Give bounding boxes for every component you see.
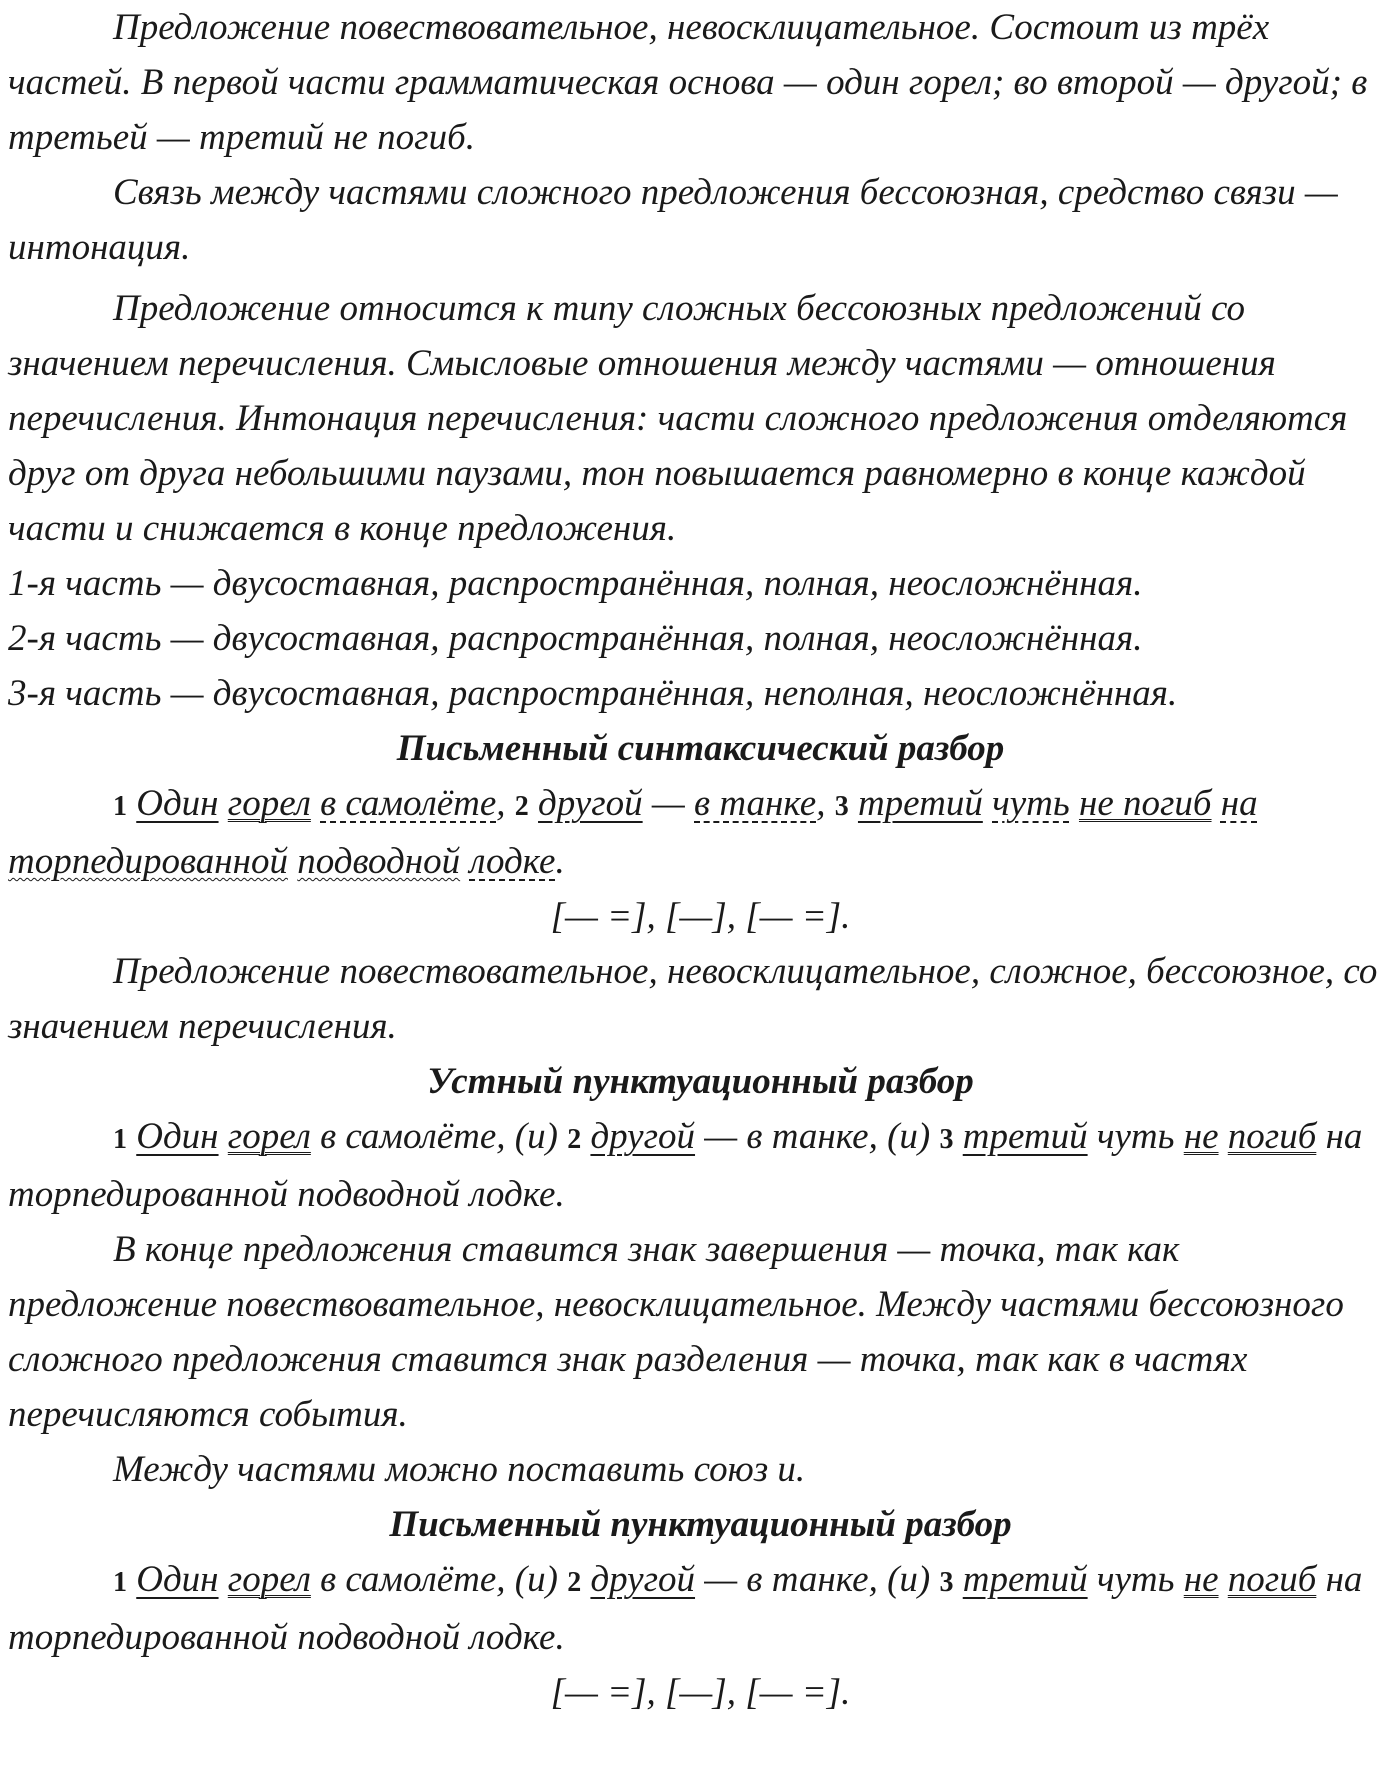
predicate-word: горел bbox=[227, 1116, 311, 1157]
sentence-characteristics: Предложение повествовательное, невосклицательное, сложное, бессоюзное, со значением перечисления. bbox=[8, 951, 1378, 1047]
subject-word: другой bbox=[538, 783, 643, 824]
part-2-description: 2-я часть — двусоставная, распространённая, полная, неосложнённая. bbox=[8, 618, 1143, 659]
oral-punctuation-sentence bbox=[8, 1109, 1393, 1222]
part-number: 1 bbox=[113, 1567, 127, 1598]
predicate-word: горел bbox=[227, 1559, 311, 1600]
sentence-text: чуть bbox=[1087, 1559, 1184, 1600]
part-number: 3 bbox=[939, 1124, 954, 1155]
sentence-scheme: [— =], [—], [— =]. bbox=[550, 896, 851, 937]
sentence-text: в самолёте, (и) bbox=[310, 1116, 568, 1157]
part-3-description: 3-я часть — двусоставная, распространённая, неполная, неосложнённая. bbox=[8, 673, 1178, 714]
punctuation: , bbox=[496, 783, 506, 824]
punctuation-explanation: В конце предложения ставится знак завершения — точка, так как предложение повествовательное, невосклицательное. Между частями бессоюзного сложного предложения ставится знак разделения — точка, так как в частях перечисляются события. bbox=[8, 1229, 1344, 1435]
attribute-word: подводной bbox=[297, 841, 461, 882]
sentence-text: в самолёте, (и) bbox=[310, 1559, 568, 1600]
written-syntax-heading: Письменный синтаксический разбор bbox=[396, 728, 1005, 769]
oral-punctuation-heading: Устный пунктуационный разбор bbox=[427, 1061, 974, 1102]
part-number: 3 bbox=[834, 791, 849, 822]
predicate-word: не bbox=[1183, 1116, 1219, 1157]
predicate-word: погиб bbox=[1227, 1559, 1317, 1600]
predicate-word: погиб bbox=[1227, 1116, 1317, 1157]
part-number: 1 bbox=[113, 1124, 127, 1155]
punctuation: , bbox=[816, 783, 826, 824]
attribute-word: торпедированной bbox=[8, 841, 288, 882]
sentence-scheme: [— =], [—], [— =]. bbox=[550, 1672, 851, 1713]
adverbial-word: в самолёте bbox=[320, 783, 497, 824]
sentence-text: на торпедированной подводной лодке. bbox=[8, 1559, 1363, 1658]
sentence-text: на торпедированной подводной лодке. bbox=[8, 1116, 1363, 1215]
intro-paragraph-connection: Связь между частями сложного предложения бессоюзная, средство связи — интонация. bbox=[8, 172, 1338, 268]
adverbial-word: чуть bbox=[992, 783, 1070, 824]
subject-word: другой bbox=[590, 1116, 696, 1157]
subject-word: третий bbox=[962, 1559, 1088, 1600]
subject-word: Один bbox=[136, 1559, 219, 1600]
sentence-text: — в танке, (и) bbox=[695, 1559, 940, 1600]
punctuation: — bbox=[642, 783, 695, 824]
sentence-text: чуть bbox=[1087, 1116, 1184, 1157]
part-number: 2 bbox=[567, 1124, 582, 1155]
subject-word: другой bbox=[590, 1559, 696, 1600]
part-number: 2 bbox=[567, 1567, 582, 1598]
punctuation: . bbox=[555, 841, 565, 882]
sentence-text: — в танке, (и) bbox=[695, 1116, 940, 1157]
adverbial-word: лодке bbox=[469, 841, 556, 882]
written-punctuation-sentence bbox=[8, 1552, 1393, 1665]
subject-word: Один bbox=[136, 783, 219, 824]
predicate-word: горел bbox=[227, 783, 311, 824]
predicate-word: не bbox=[1183, 1559, 1219, 1600]
written-syntax-sentence bbox=[8, 776, 1393, 889]
predicate-word: не погиб bbox=[1078, 783, 1212, 824]
document-page bbox=[8, 0, 1393, 1720]
part-number: 2 bbox=[514, 791, 529, 822]
written-punctuation-heading: Письменный пунктуационный разбор bbox=[389, 1504, 1012, 1545]
part-number: 3 bbox=[939, 1567, 954, 1598]
conjunction-note: Между частями можно поставить союз и. bbox=[113, 1449, 806, 1490]
part-number: 1 bbox=[113, 791, 127, 822]
subject-word: третий bbox=[962, 1116, 1088, 1157]
intro-paragraph-type: Предложение относится к типу сложных бессоюзных предложений со значением перечисления. Смысловые отношения между частями — отношения перечисления. Интонация перечисления: части сложного предложения отделяются друг от друга небольшими паузами, тон повышается равномерно в конце каждой части и снижается в конце предложения. bbox=[8, 288, 1348, 549]
subject-word: Один bbox=[136, 1116, 219, 1157]
part-1-description: 1-я часть — двусоставная, распространённая, полная, неосложнённая. bbox=[8, 563, 1143, 604]
intro-paragraph-structure: Предложение повествовательное, невосклицательное. Состоит из трёх частей. В первой части грамматическая основа — один горел; во второй — другой; в третьей — третий не погиб. bbox=[8, 7, 1368, 158]
adverbial-word: на bbox=[1220, 783, 1258, 824]
adverbial-word: в танке bbox=[694, 783, 817, 824]
subject-word: третий bbox=[857, 783, 983, 824]
